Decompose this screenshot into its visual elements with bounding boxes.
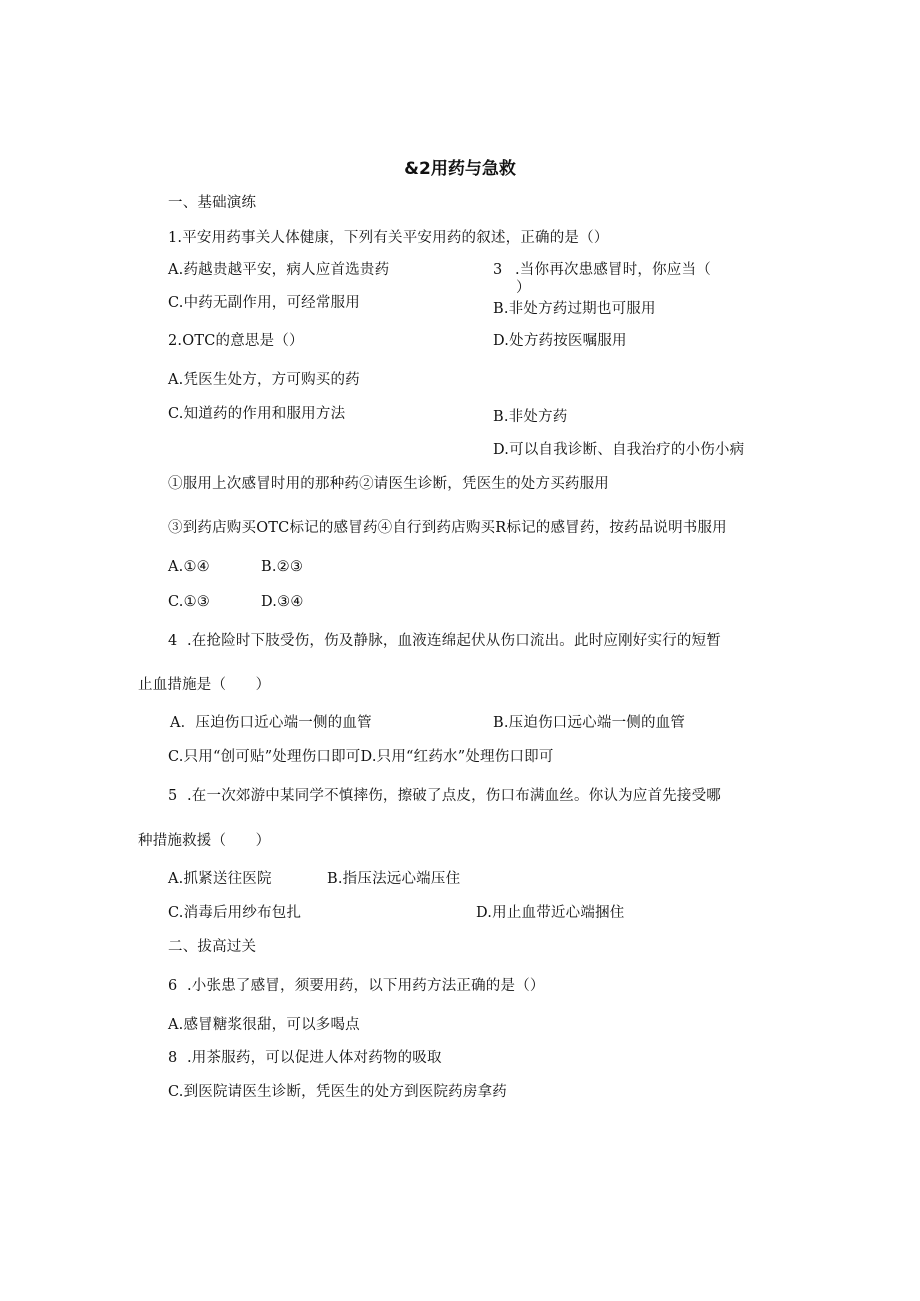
section-heading-advanced: 二、拔高过关 <box>168 939 257 955</box>
q3-choice-line-1: ①服用上次感冒时用的那种药②请医生诊断，凭医生的处方买药服用 <box>168 476 609 492</box>
q4-option-b: B.压迫伤口远心端一侧的血管 <box>493 715 686 731</box>
q5-stem-continued: 种措施救援（ ） <box>138 833 271 849</box>
q5-option-a: A.抓紧送往医院 <box>168 871 272 887</box>
q3-option-d: D.③④ <box>261 594 304 610</box>
q3-choice-line-2: ③到药店购买OTC标记的感冒药④自行到药店购买R标记的感冒药，按药品说明书服用 <box>168 520 727 536</box>
q5-option-b: B.指压法远心端压住 <box>327 871 461 887</box>
q1-stem: 1.平安用药事关人体健康，下列有关平安用药的叙述，正确的是（） <box>168 230 609 246</box>
q3-stem: .当你再次患感冒时，你应当（ <box>515 262 711 278</box>
q6-number: 6 <box>168 978 178 994</box>
q5-stem: .在一次郊游中某同学不慎摔伤，擦破了点皮，伤口布满血丝。你认为应首先接受哪 <box>187 788 722 804</box>
q4-option-cd: C.只用“创可贴”处理伤口即可D.只用“红药水”处理伤口即可 <box>168 749 554 765</box>
q2-option-a: A.凭医生处方，方可购买的药 <box>168 372 360 388</box>
q3-option-b: B.②③ <box>261 559 304 575</box>
page-title: &2用药与急救 <box>404 159 516 179</box>
q4-stem-continued: 止血措施是（ ） <box>138 677 271 693</box>
q6-stem: .小张患了感冒，须要用药，以下用药方法正确的是（） <box>187 978 545 994</box>
q6-option-c: C.到医院请医生诊断，凭医生的处方到医院药房拿药 <box>168 1084 507 1100</box>
q4-option-a: A．压迫伤口近心端一侧的血管 <box>170 715 372 731</box>
q3-option-c: C.①③ <box>168 594 210 610</box>
q3-option-a: A.①④ <box>168 559 210 575</box>
q1-option-d: D.处方药按医嘱服用 <box>493 333 627 349</box>
q3-stem-end: ） <box>516 280 531 296</box>
q2-stem: 2.OTC的意思是（） <box>168 333 304 349</box>
q1-option-b: B.非处方药过期也可服用 <box>493 301 656 317</box>
q4-number: 4 <box>168 633 178 649</box>
q5-option-c: C.消毒后用纱布包扎 <box>168 905 302 921</box>
q1-option-c: C.中药无副作用，可经常服用 <box>168 295 360 311</box>
q6-option-a: A.感冒糖浆很甜，可以多喝点 <box>168 1017 360 1033</box>
q1-option-a: A.药越贵越平安，病人应首选贵药 <box>168 262 390 278</box>
q6-option-b: .用茶服药，可以促进人体对药物的吸取 <box>187 1050 442 1066</box>
q2-option-c: C.知道药的作用和服用方法 <box>168 406 346 422</box>
q5-number: 5 <box>168 788 178 804</box>
q2-option-d: D.可以自我诊断、自我治疗的小伤小病 <box>493 442 745 458</box>
section-heading-basic: 一、基础演练 <box>168 195 257 211</box>
q5-option-d: D.用止血带近心端捆住 <box>476 905 625 921</box>
q3-number: 3 <box>493 262 503 278</box>
q2-option-b: B.非处方药 <box>493 409 568 425</box>
q6-option-b-number: 8 <box>168 1050 178 1066</box>
q4-stem: .在抢险时下肢受伤，伤及静脉，血液连绵起伏从伤口流出。此时应刚好实行的短暂 <box>187 633 722 649</box>
